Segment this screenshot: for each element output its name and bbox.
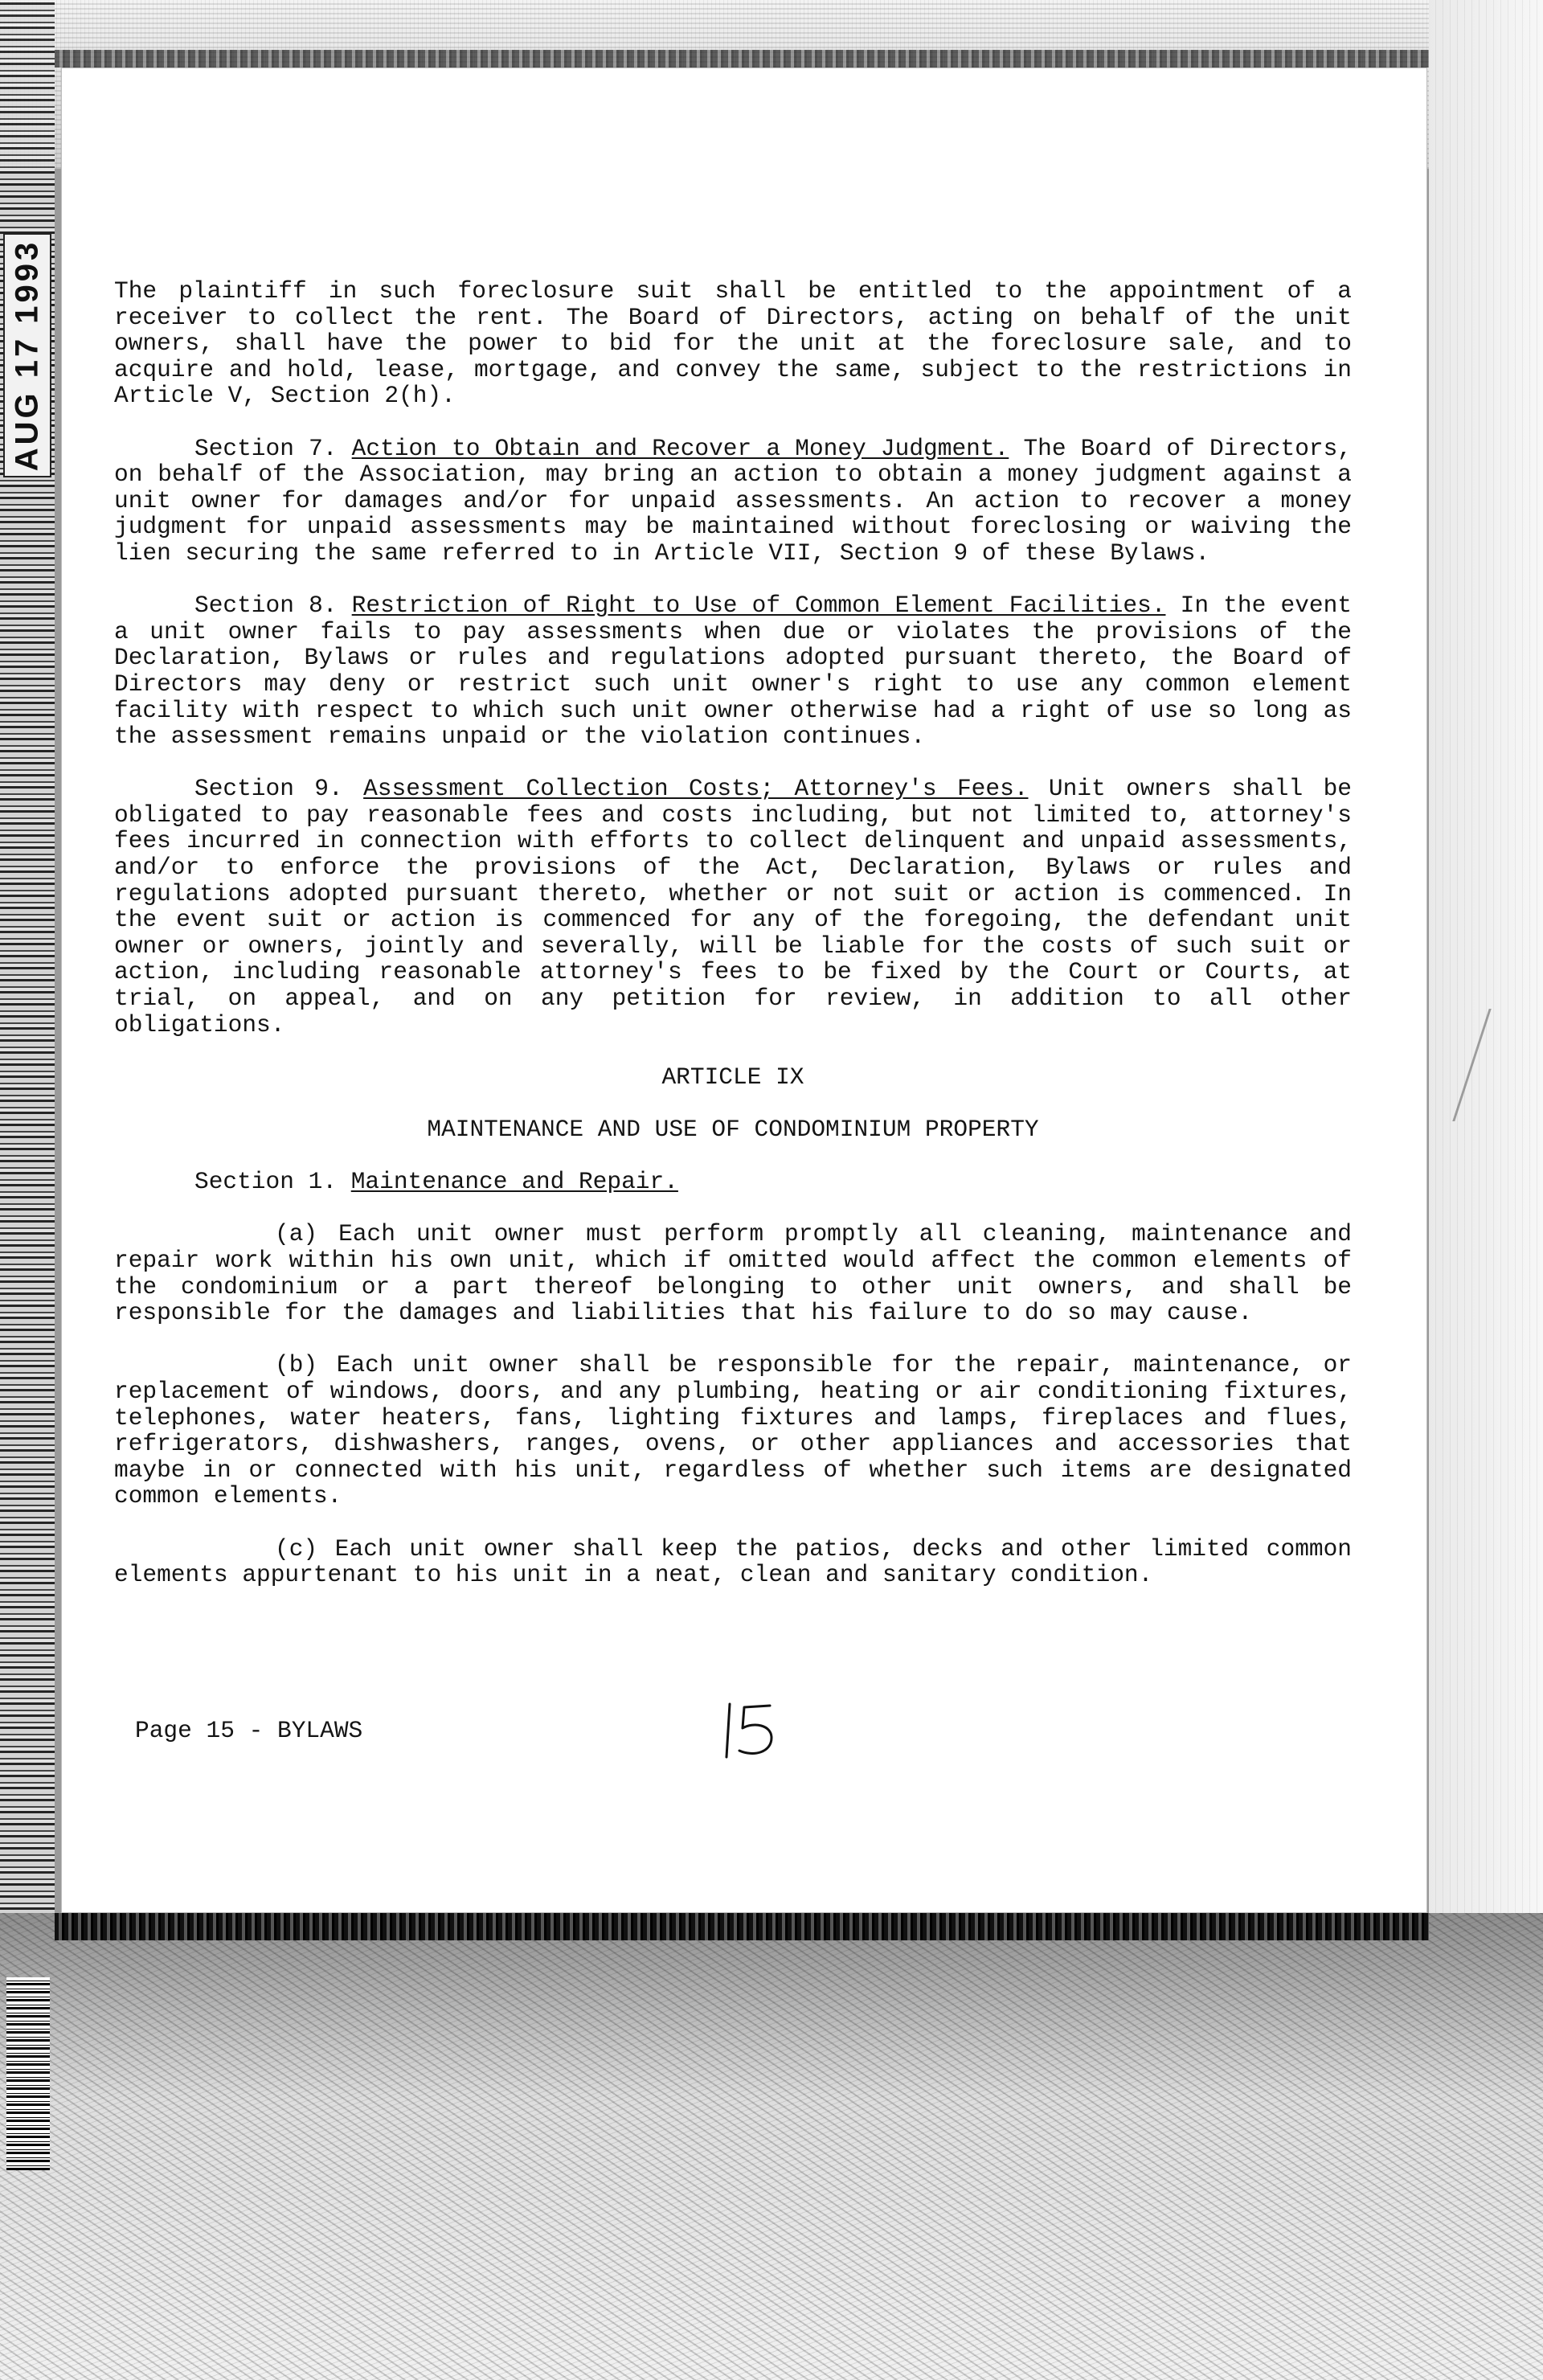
section-number: Section 7. xyxy=(194,434,338,462)
scan-noise-bottom xyxy=(0,1913,1543,2380)
section-number: Section 9. xyxy=(194,775,343,803)
section-title: Maintenance and Repair. xyxy=(350,1168,678,1196)
scan-dark-band-top xyxy=(55,50,1429,68)
section-8 xyxy=(114,592,1352,750)
subparagraph-c xyxy=(114,1536,1352,1588)
article-number: ARTICLE IX xyxy=(661,1063,804,1091)
subparagraph-text: Each unit owner shall be responsible for the repair, maintenance, or replacement of windows, doors, and any plumbing, heating or air conditioning fixtures, telephones, water heaters, fans, lighting fixtures and lamps, fireplaces and flues, refrigerators, dishwashers, ranges, ovens, or other appliances and accessories that maybe in or connected with his unit, regardless of whether such items are designated common elements. xyxy=(114,1351,1353,1510)
subparagraph-label: (a) xyxy=(275,1220,318,1248)
barcode-strip xyxy=(6,1977,50,2170)
paragraph-text: The plaintiff in such foreclosure suit shall be entitled to the appointment of a receiver to collect the rent. The Board of Directors, acting on behalf of the unit owners, shall have the power to bid for the unit at the foreclosure sale, and to acquire and hold, lease, mortgage, and convey the same, subject to the restrictions in Article V, Section 2(h). xyxy=(114,277,1352,410)
section-text: The Board of Directors, on behalf of the Association, may bring an action to obtain a money judgment against a unit owner for damages and/or for unpaid assessments. An action to recover a money judgment for unpaid assessments may be maintained without foreclosing or waiving the lien securing the same referred to in Article VII, Section 9 of these Bylaws. xyxy=(114,434,1352,567)
section-title: Action to Obtain and Recover a Money Judgment. xyxy=(351,434,1009,462)
article-title: MAINTENANCE AND USE OF CONDOMINIUM PROPERTY xyxy=(427,1116,1039,1143)
section-number: Section 8. xyxy=(194,592,338,620)
section-text: Unit owners shall be obligated to pay reasonable fees and costs including, but not limited to, attorney's fees incurred in connection with efforts to collect delinquent and unpaid assessments, and/or to enforce the provisions of the Act, Declaration, Bylaws or rules and regulations adopted pursuant thereto, whether or not suit or action is commenced. In the event suit or action is commenced for any of the foregoing, the defendant unit owner or owners, jointly and severally, will be liable for the costs of such suit or action, including reasonable attorney's fees to be fixed by the Court or Courts, at trial, on appeal, and on any petition for review, in addition to all other obligations. xyxy=(114,775,1352,1038)
document-page xyxy=(61,68,1427,1913)
subparagraph-text: Each unit owner must perform promptly all cleaning, maintenance and repair work within his own unit, which if omitted would affect the common elements of the condominium or a part thereof belonging to other unit owners, and shall be responsible for the damages and liabilities that his failure to do so may cause. xyxy=(114,1220,1353,1327)
section-number: Section 1. xyxy=(194,1168,338,1196)
section-9 xyxy=(114,776,1352,1038)
section-1-heading xyxy=(114,1169,1352,1195)
paragraph-receiver xyxy=(114,278,1352,409)
subparagraph-label: (c) xyxy=(275,1534,318,1563)
page-footer-label: Page 15 - BYLAWS xyxy=(135,1717,363,1744)
section-title: Assessment Collection Costs; Attorney's Fees. xyxy=(363,775,1029,803)
subparagraph-a xyxy=(114,1221,1352,1325)
document-body xyxy=(114,278,1352,1614)
subparagraph-text: Each unit owner shall keep the patios, decks and other limited common elements appurtenant to his unit in a neat, clean and sanitary condition. xyxy=(114,1534,1353,1589)
section-7 xyxy=(114,436,1352,567)
scan-dark-band-bottom xyxy=(55,1913,1429,1940)
subparagraph-b xyxy=(114,1352,1352,1510)
subparagraph-label: (b) xyxy=(275,1351,318,1379)
section-title: Restriction of Right to Use of Common Element Facilities. xyxy=(351,592,1166,620)
handwritten-page-number xyxy=(722,1698,834,1762)
recording-date-stamp xyxy=(3,233,51,477)
recording-date-stamp-text: AUG 17 1993 xyxy=(9,239,45,472)
section-text: In the event a unit owner fails to pay assessments when due or violates the provisions of the Declaration, Bylaws or rules and regulations adopted pursuant thereto, the Board of Directors may deny or restrict such unit owner's right to use any common element facility with respect to which such unit owner otherwise had a right of use so long as the assessment remains unpaid or the violation continues. xyxy=(114,592,1353,751)
